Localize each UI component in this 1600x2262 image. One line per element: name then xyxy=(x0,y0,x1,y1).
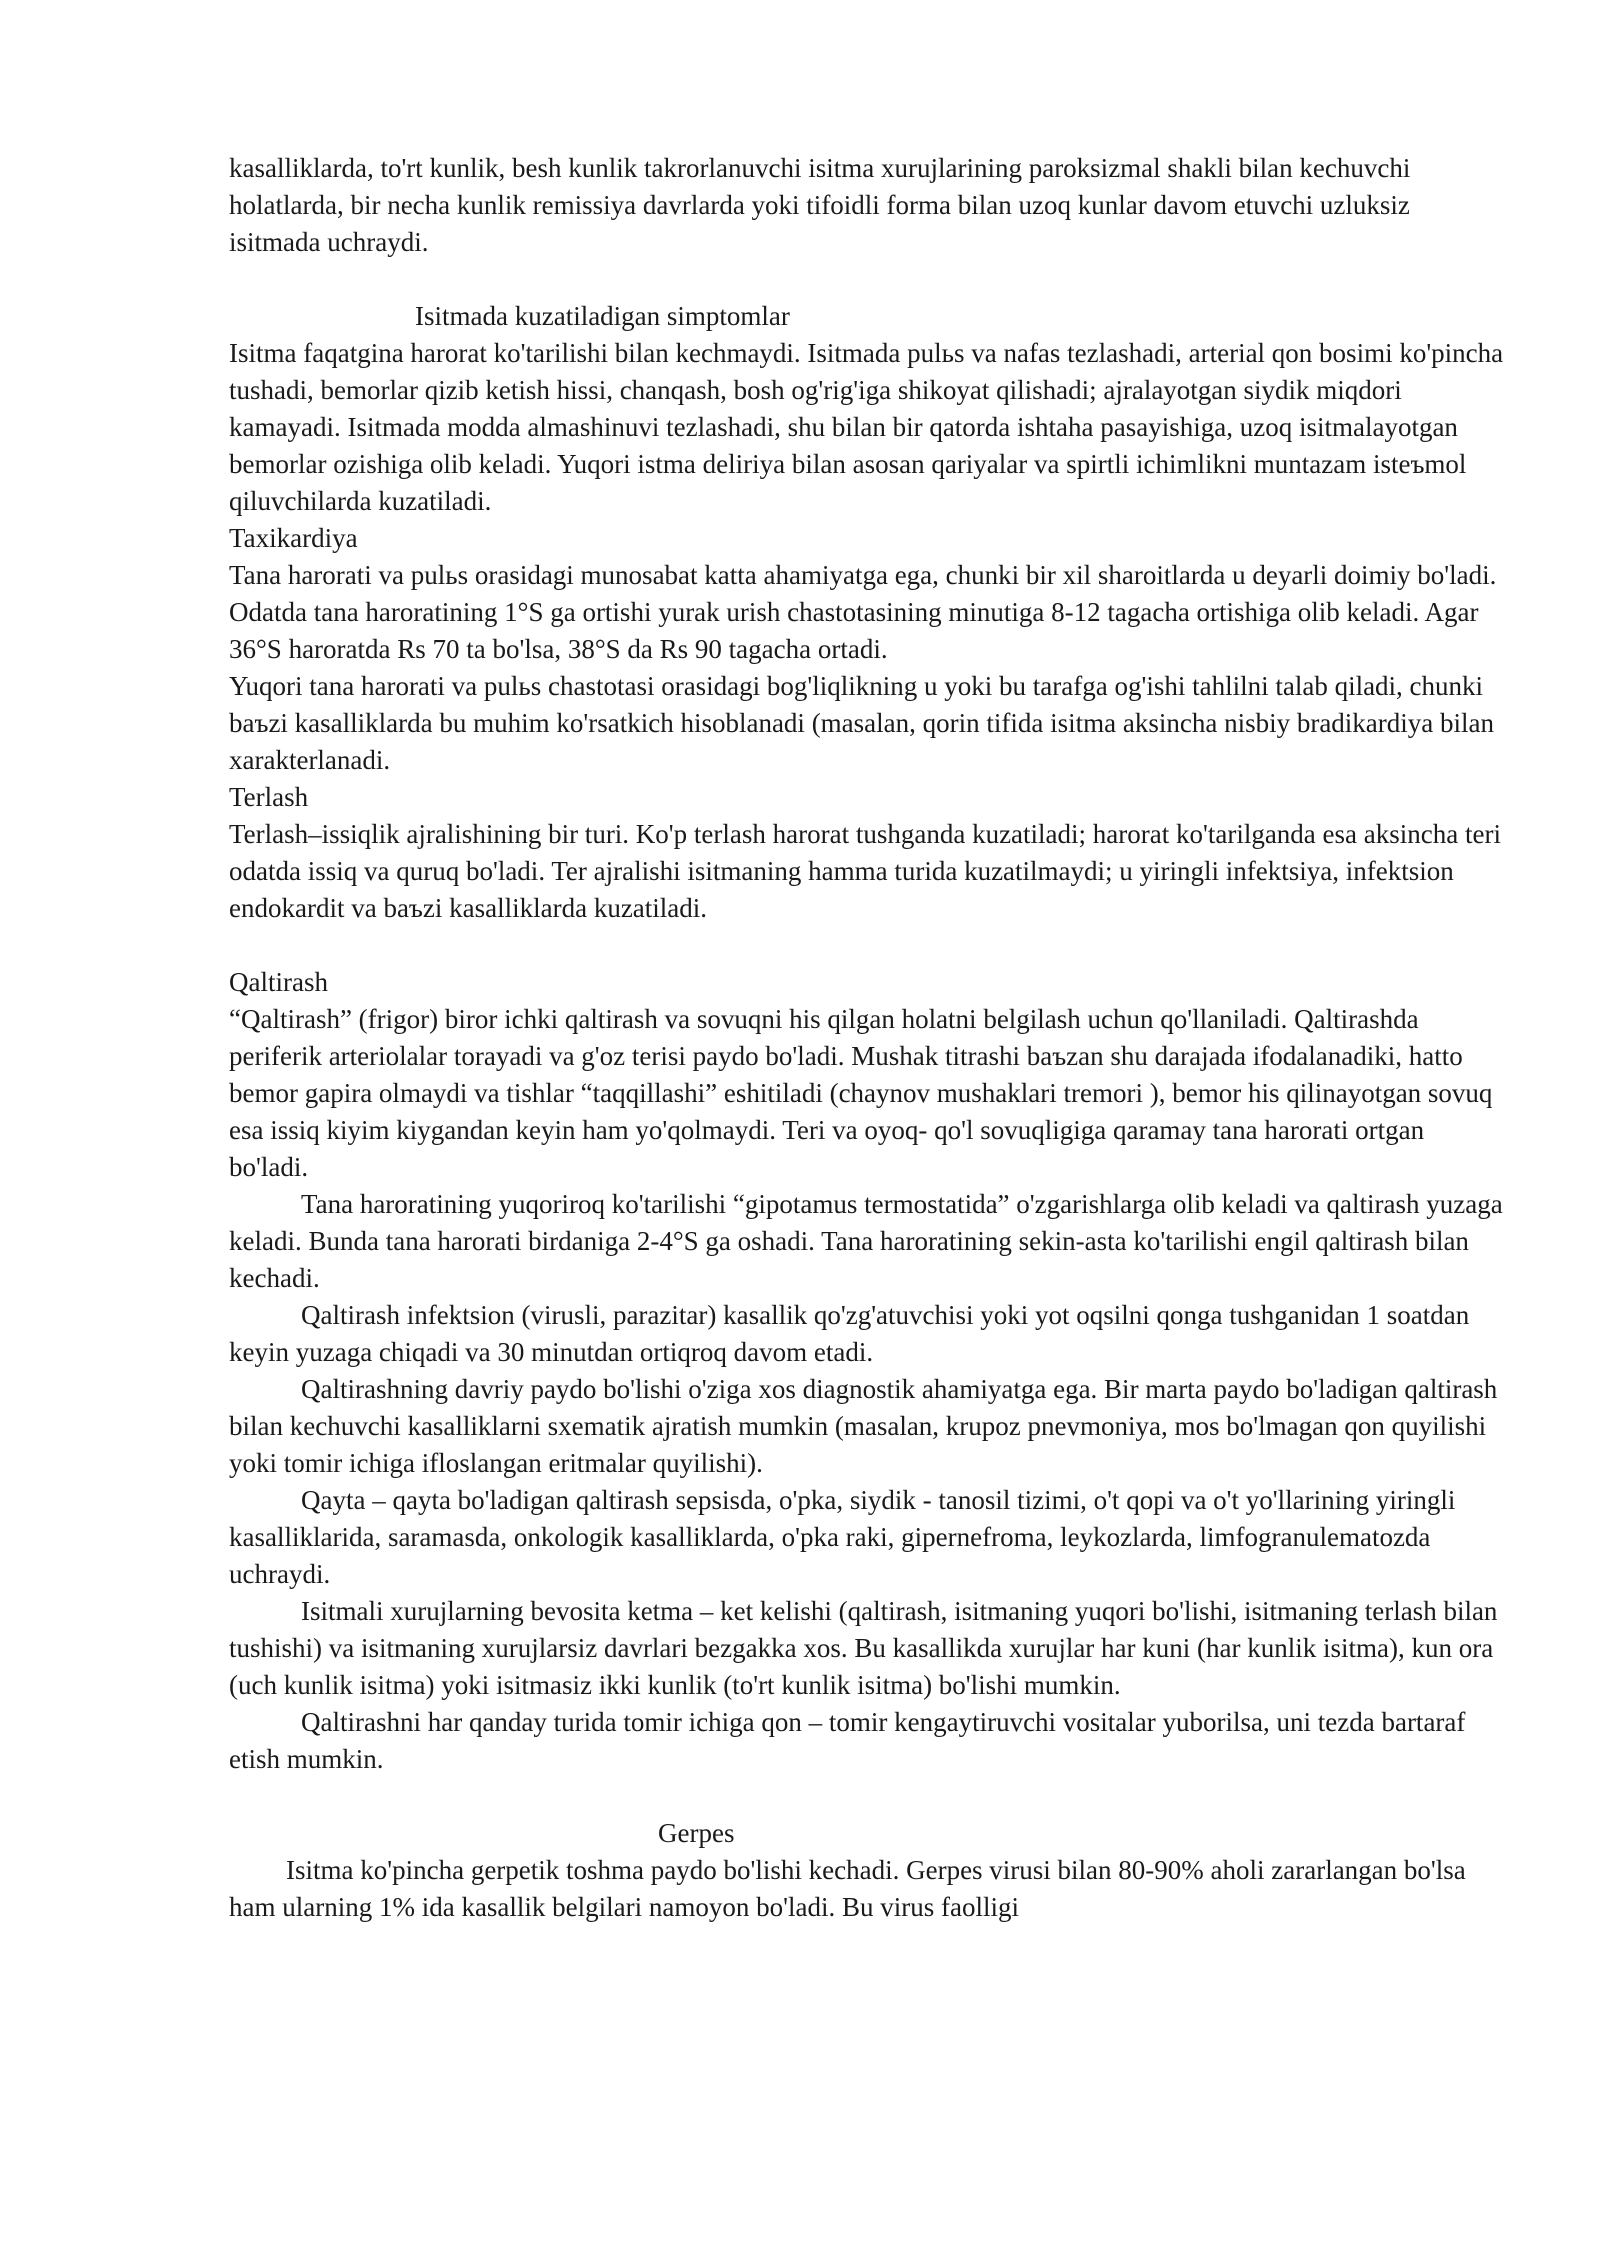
heading-tachycardia: Taxikardiya xyxy=(229,523,358,553)
paragraph-chills-7: Qaltirashni har qanday turida tomir ichiga qon – tomir kengaytiruvchi vositalar yuborilsa, uni tezda bartaraf etish mumkin. xyxy=(229,1707,1466,1774)
paragraph-chills-3: Qaltirash infektsion (virusli, parazitar) kasallik qo'zg'atuvchisi yoki yot oqsilni qonga tushganidan 1 soatdan keyin yuzaga chiqadi va 30 minutdan ortiqroq davom etadi. xyxy=(229,1300,1470,1367)
paragraph-intro: kasalliklarda, to'rt kunlik, besh kunlik takrorlanuvchi isitma xurujlarining paroksizmal shakli bilan kechuvchi holatlarda, bir necha kunlik remissiya davrlarda yoki tifoidli forma bilan uzoq kunlar davom etuvchi uzluksiz isitmada uchraydi. xyxy=(229,153,1411,257)
paragraph-symptoms: Isitma faqatgina harorat ko'tarilishi bilan kechmaydi. Isitmada pulьs va nafas tezlashadi, arterial qon bosimi ko'pincha tushadi, bemorlar qizib ketish hissi, chanqash, bosh og'rig'iga shikoyat qilishadi; ajralayotgan siydik miqdori kamayadi. Isitmada modda almashinuvi tezlashadi, shu bilan bir qatorda ishtaha pasayishiga, uzoq isitmalayotgan bemorlar ozishiga olib keladi. Yuqori istma deliriya bilan asosan qariyalar va spirtli ichimlikni muntazam isteъmol qiluvchilarda kuzatiladi. xyxy=(229,338,1504,516)
paragraph-chills-5: Qayta – qayta bo'ladigan qaltirash sepsisda, o'pka, siydik - tanosil tizimi, o't qopi va o't yo'llarining yiringli kasalliklarida, saramasda, onkologik kasalliklarda, o'pka raki, gipernefroma, leykozlarda, limfogranulematozda uchraydi. xyxy=(229,1485,1456,1589)
heading-chills: Qaltirash xyxy=(229,967,328,997)
blank-line xyxy=(229,927,1504,964)
paragraph-tachycardia-2: Yuqori tana harorati va pulьs chastotasi orasidagi bog'liqlikning u yoki bu tarafga og'ishi tahlilni talab qiladi, chunki baъzi kasalliklarda bu muhim ko'rsatkich hisoblanadi (masalan, qorin tifida isitma aksincha nisbiy bradikardiya bilan xarakterlanadi. xyxy=(229,671,1495,775)
blank-line xyxy=(229,261,1504,298)
heading-symptoms: Isitmada kuzatiladigan simptomlar xyxy=(415,301,790,331)
paragraph-herpes: Isitma ko'pincha gerpetik toshma paydo bo'lishi kechadi. Gerpes virusi bilan 80-90% aholi zararlangan bo'lsa ham ularning 1% ida kasallik belgilari namoyon bo'ladi. Bu virus faolligi xyxy=(229,1855,1466,1922)
paragraph-sweating: Terlash–issiqlik ajralishining bir turi. Ko'p terlash harorat tushganda kuzatiladi; harorat ko'tarilganda esa aksincha teri odatda issiq va quruq bo'ladi. Ter ajralishi isitmaning hamma turida kuzatilmaydi; u yiringli infektsiya, infektsion endokardit va baъzi kasalliklarda kuzatiladi. xyxy=(229,819,1501,923)
blank-line xyxy=(229,1778,1504,1815)
document-page xyxy=(229,150,1504,1926)
paragraph-chills-2: Tana haroratining yuqoriroq ko'tarilishi “gipotamus termostatida” o'zgarishlarga olib keladi va qaltirash yuzaga keladi. Bunda tana harorati birdaniga 2-4°S ga oshadi. Tana haroratining sekin-asta ko'tarilishi engil qaltirash bilan kechadi. xyxy=(229,1189,1503,1293)
heading-sweating: Terlash xyxy=(229,782,309,812)
paragraph-chills-4: Qaltirashning davriy paydo bo'lishi o'ziga xos diagnostik ahamiyatga ega. Bir marta paydo bo'ladigan qaltirash bilan kechuvchi kasalliklarni sxematik ajratish mumkin (masalan, krupoz pnevmoniya, mos bo'lmagan qon quyilishi yoki tomir ichiga ifloslangan eritmalar quyilishi). xyxy=(229,1374,1498,1478)
heading-herpes: Gerpes xyxy=(658,1818,735,1848)
paragraph-chills-1: “Qaltirash” (frigor) biror ichki qaltirash va sovuqni his qilgan holatni belgilash uchun qo'llaniladi. Qaltirashda periferik arteriolalar torayadi va g'oz terisi paydo bo'ladi. Mushak titrashi baъzan shu darajada ifodalanadiki, hatto bemor gapira olmaydi va tishlar “taqqillashi” eshitiladi (chaynov mushaklari tremori ), bemor his qilinayotgan sovuq esa issiq kiyim kiygandan keyin ham yo'qolmaydi. Teri va oyoq- qo'l sovuqligiga qaramay tana harorati ortgan bo'ladi. xyxy=(229,1004,1493,1182)
paragraph-chills-6: Isitmali xurujlarning bevosita ketma – ket kelishi (qaltirash, isitmaning yuqori bo'lishi, isitmaning terlash bilan tushishi) va isitmaning xurujlarsiz davrlari bezgakka xos. Bu kasallikda xurujlar har kuni (har kunlik isitma), kun ora (uch kunlik isitma) yoki isitmasiz ikki kunlik (to'rt kunlik isitma) bo'lishi mumkin. xyxy=(229,1596,1498,1700)
paragraph-tachycardia-1: Tana harorati va pulьs orasidagi munosabat katta ahamiyatga ega, chunki bir xil sharoitlarda u deyarli doimiy bo'ladi. Odatda tana haroratining 1°S ga ortishi yurak urish chastotasining minutiga 8-12 tagacha ortishiga olib keladi. Agar 36°S haroratda Rs 70 ta bo'lsa, 38°S da Rs 90 tagacha ortadi. xyxy=(229,560,1497,664)
